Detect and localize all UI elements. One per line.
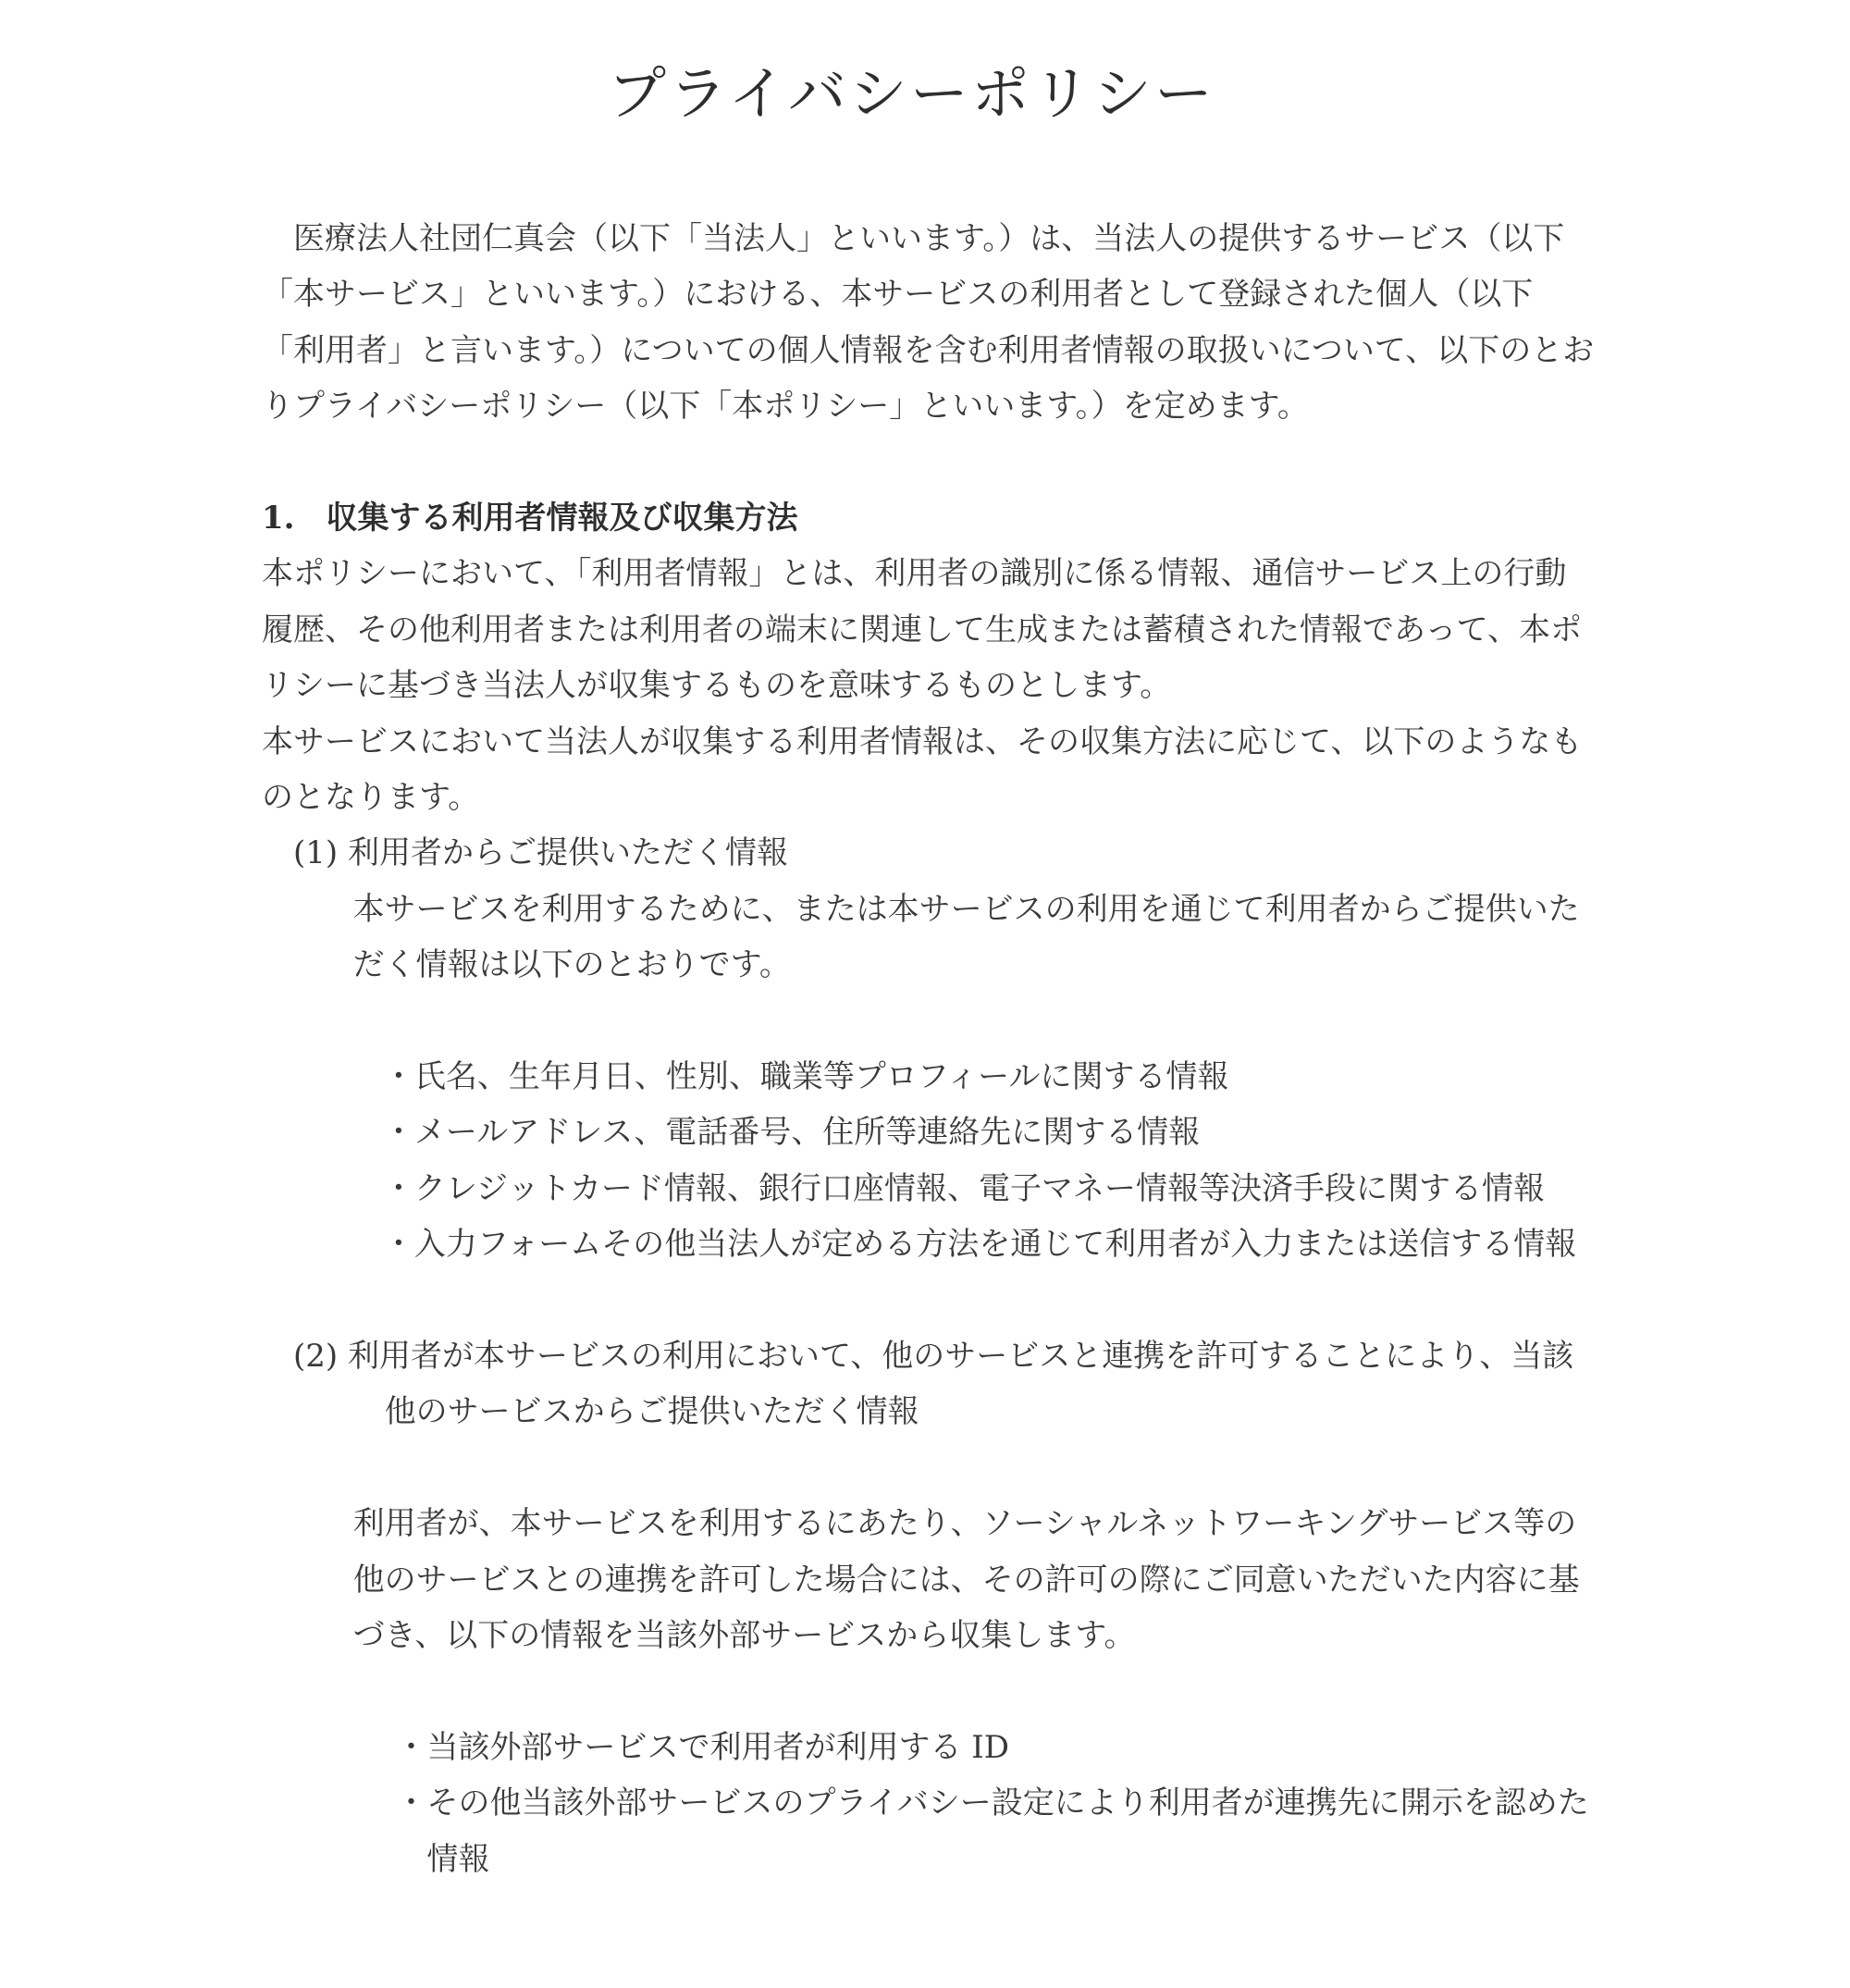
spacer — [262, 994, 1596, 1049]
list-item: ・当該外部サービスで利用者が利用する ID — [395, 1728, 1009, 1766]
spacer — [262, 1440, 1596, 1496]
subsection-label: (2) 利用者が本サービスの利用において、他のサービスと連携を許可することにより、当該他のサービスからご提供いただく情報 — [293, 1338, 1574, 1431]
spacer — [262, 1273, 1596, 1328]
list-item: ・氏名、生年月日、性別、職業等プロフィールに関する情報 — [382, 1058, 1229, 1096]
list-item: ・その他当該外部サービスのプライバシー設定により利用者が連携先に開示を認めた情報 — [395, 1784, 1589, 1878]
intro-paragraph: 医療法人社団仁真会（以下「当法人」といいます。）は、当法人の提供するサービス（以下「本サービス」といいます。）における、本サービスの利用者として登録された個人（以下「利用者」と言います。）についての個人情報を含む利用者情報の取扱いについて、以下のとおりプライバシーポリシー（以下「本ポリシー」といいます。）を定めます。 — [262, 220, 1595, 426]
section-paragraph: 本サービスにおいて当法人が収集する利用者情報は、その収集方法に応じて、以下のようなものとなります。 — [262, 722, 1583, 817]
subsection-body: 利用者が、本サービスを利用するにあたり、ソーシャルネットワーキングサービス等の他のサービスとの連携を許可した場合には、その許可の際にご同意いただいた内容に基づき、以下の情報を当該外部サービスから収集します。 — [352, 1505, 1580, 1655]
subsection-label: (1) 利用者からご提供いただく情報 — [293, 834, 788, 872]
subsection-body: 本サービスを利用するために、または本サービスの利用を通じて利用者からご提供いただく情報は以下のとおりです。 — [352, 890, 1580, 984]
list-item: ・クレジットカード情報、銀行口座情報、電子マネー情報等決済手段に関する情報 — [382, 1169, 1546, 1207]
list-item: ・メールアドレス、電話番号、住所等連絡先に関する情報 — [382, 1114, 1201, 1152]
section-paragraph: 本ポリシーにおいて、「利用者情報」とは、利用者の識別に係る情報、通信サービス上の行動履歴、その他利用者または利用者の端末に関連して生成または蓄積された情報であって、本ポリシーに基づき当法人が収集するものを意味するものとします。 — [262, 555, 1582, 705]
info-list — [262, 1049, 1596, 1273]
external-info-list — [262, 1720, 1596, 1887]
list-item: ・入力フォームその他当法人が定める方法を通じて利用者が入力または送信する情報 — [382, 1226, 1577, 1264]
spacer — [262, 435, 1596, 490]
section-heading: 1. 収集する利用者情報及び収集方法 — [262, 500, 798, 537]
page-title: プライバシーポリシー — [608, 60, 1215, 128]
spacer — [262, 1664, 1596, 1720]
policy-content — [262, 211, 1596, 1887]
